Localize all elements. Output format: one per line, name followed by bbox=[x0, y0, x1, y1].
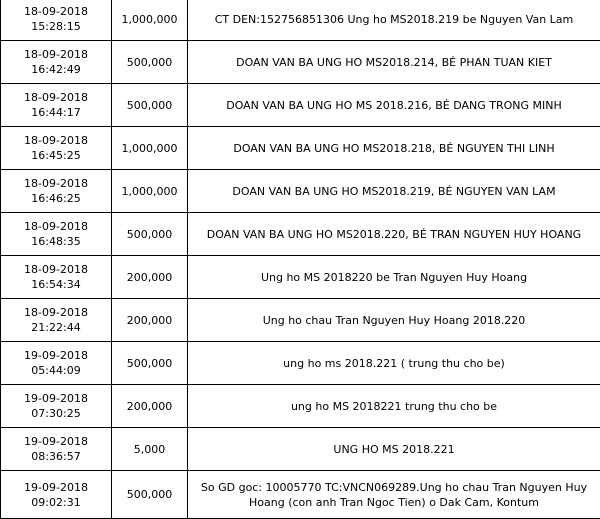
table-row bbox=[1, 84, 600, 127]
description-cell: DOAN VAN BA UNG HO MS2018.214, BÉ PHAN TUAN KIET bbox=[188, 41, 600, 84]
description-cell: So GD goc: 10005770 TC:VNCN069289.Ung ho chau Tran Nguyen Huy Hoang (con anh Tran Ngoc Tien) o Dak Cam, Kontum bbox=[188, 471, 600, 519]
table-row bbox=[1, 342, 600, 385]
description-cell: Ung ho chau Tran Nguyen Huy Hoang 2018.220 bbox=[188, 299, 600, 342]
datetime-cell: 18-09-2018 16:46:25 bbox=[1, 170, 112, 213]
table-row bbox=[1, 170, 600, 213]
description-cell: DOAN VAN BA UNG HO MS2018.220, BÉ TRAN NGUYEN HUY HOANG bbox=[188, 213, 600, 256]
description-cell: UNG HO MS 2018.221 bbox=[188, 428, 600, 471]
amount-cell: 1,000,000 bbox=[112, 127, 188, 170]
datetime-cell: 18-09-2018 16:44:17 bbox=[1, 84, 112, 127]
amount-cell: 1,000,000 bbox=[112, 170, 188, 213]
table-row bbox=[1, 385, 600, 428]
description-cell: DOAN VAN BA UNG HO MS2018.219, BÉ NGUYEN VAN LAM bbox=[188, 170, 600, 213]
table-row bbox=[1, 428, 600, 471]
datetime-cell: 18-09-2018 16:45:25 bbox=[1, 127, 112, 170]
amount-cell: 5,000 bbox=[112, 428, 188, 471]
datetime-cell: 19-09-2018 09:02:31 bbox=[1, 471, 112, 519]
datetime-cell: 19-09-2018 05:44:09 bbox=[1, 342, 112, 385]
description-cell: CT DEN:152756851306 Ung ho MS2018.219 be Nguyen Van Lam bbox=[188, 0, 600, 41]
amount-cell: 200,000 bbox=[112, 256, 188, 299]
table-row bbox=[1, 127, 600, 170]
table-row bbox=[1, 256, 600, 299]
datetime-cell: 18-09-2018 15:28:15 bbox=[1, 0, 112, 41]
description-cell: DOAN VAN BA UNG HO MS 2018.216, BÉ DANG TRONG MINH bbox=[188, 84, 600, 127]
amount-cell: 500,000 bbox=[112, 41, 188, 84]
amount-cell: 1,000,000 bbox=[112, 0, 188, 41]
datetime-cell: 18-09-2018 16:48:35 bbox=[1, 213, 112, 256]
datetime-cell: 18-09-2018 21:22:44 bbox=[1, 299, 112, 342]
amount-cell: 200,000 bbox=[112, 385, 188, 428]
description-cell: ung ho MS 2018221 trung thu cho be bbox=[188, 385, 600, 428]
description-cell: ung ho ms 2018.221 ( trung thu cho be) bbox=[188, 342, 600, 385]
amount-cell: 500,000 bbox=[112, 471, 188, 519]
description-cell: Ung ho MS 2018220 be Tran Nguyen Huy Hoang bbox=[188, 256, 600, 299]
datetime-cell: 18-09-2018 16:42:49 bbox=[1, 41, 112, 84]
table-row bbox=[1, 0, 600, 41]
datetime-cell: 19-09-2018 08:36:57 bbox=[1, 428, 112, 471]
description-cell: DOAN VAN BA UNG HO MS2018.218, BÉ NGUYEN THI LINH bbox=[188, 127, 600, 170]
datetime-cell: 19-09-2018 07:30:25 bbox=[1, 385, 112, 428]
datetime-cell: 18-09-2018 16:54:34 bbox=[1, 256, 112, 299]
table-row bbox=[1, 299, 600, 342]
amount-cell: 500,000 bbox=[112, 213, 188, 256]
table-row bbox=[1, 471, 600, 519]
ledger-body bbox=[1, 0, 600, 519]
amount-cell: 500,000 bbox=[112, 342, 188, 385]
amount-cell: 200,000 bbox=[112, 299, 188, 342]
amount-cell: 500,000 bbox=[112, 84, 188, 127]
table-row bbox=[1, 41, 600, 84]
table-row bbox=[1, 213, 600, 256]
